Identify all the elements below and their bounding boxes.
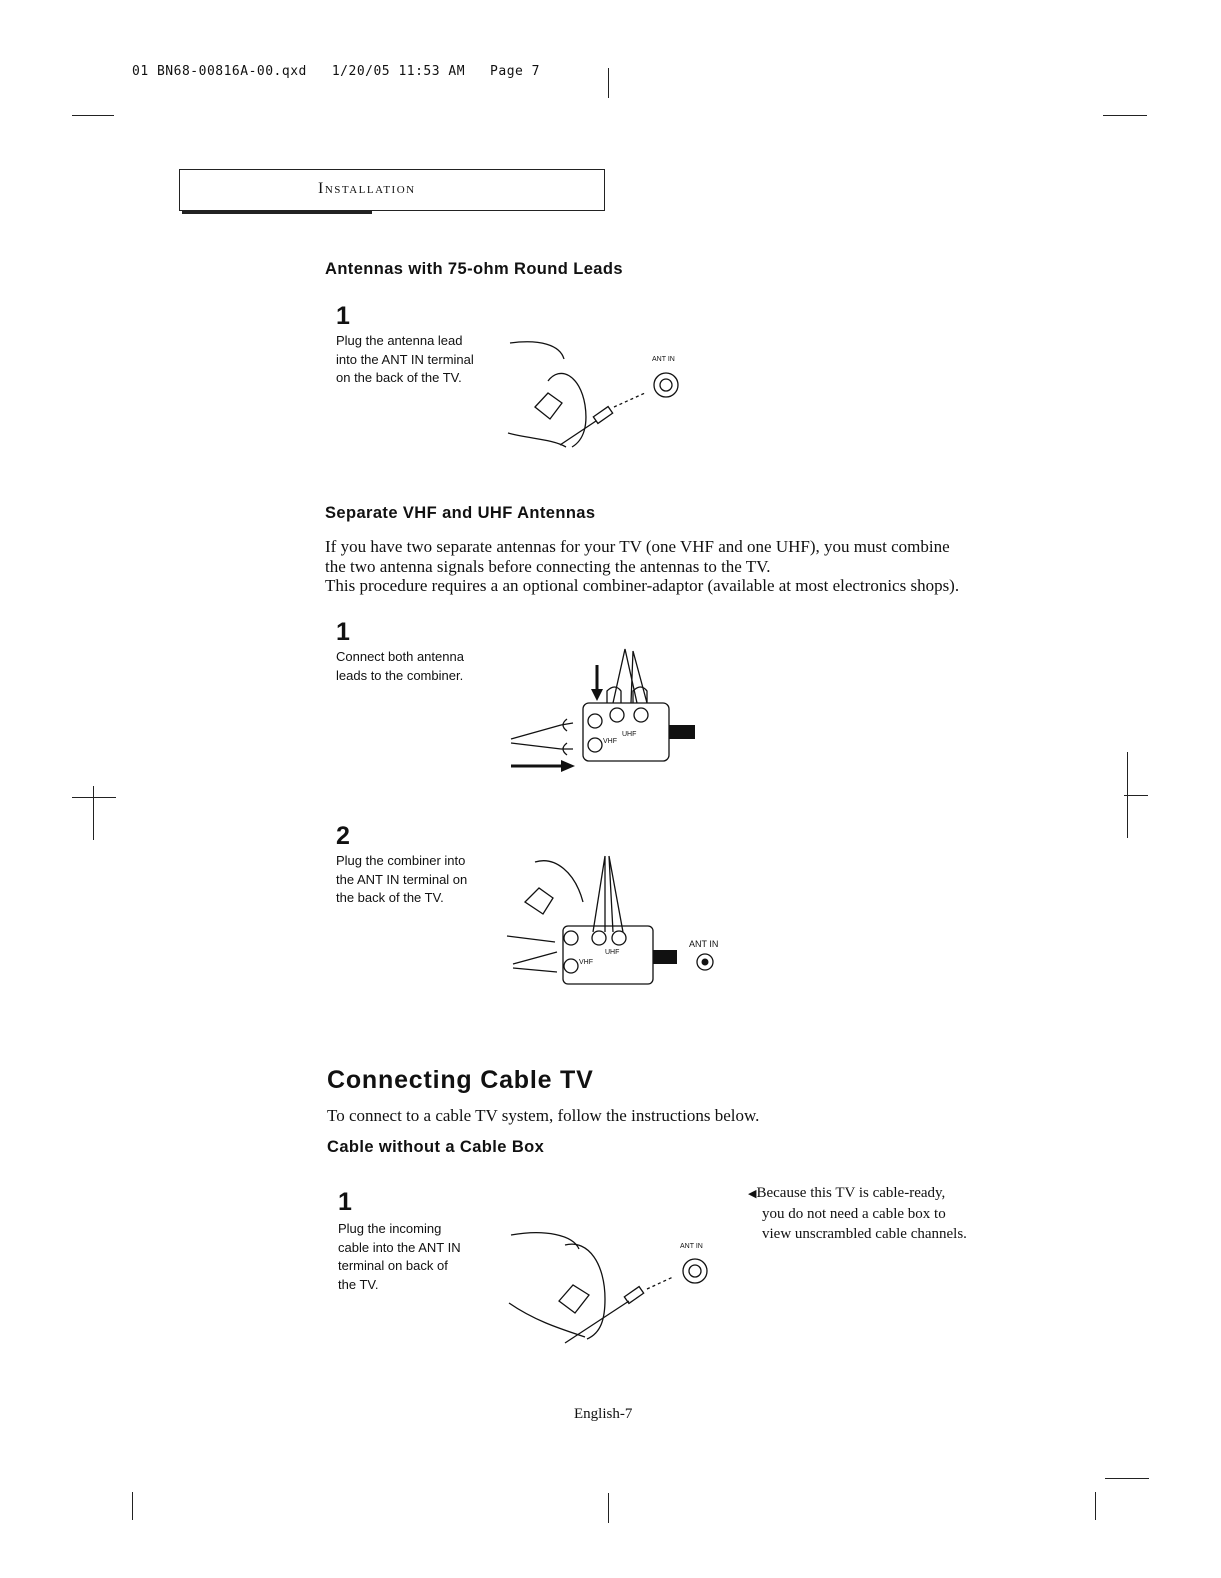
antenna-lead <box>593 856 623 932</box>
heading-cable-without-box: Cable without a Cable Box <box>327 1138 545 1156</box>
arrow-right-icon <box>561 760 575 772</box>
thumb-outline <box>525 888 553 914</box>
triangle-left-icon: ◀ <box>748 1188 757 1200</box>
crop-mark <box>72 115 114 116</box>
step-instruction <box>338 1220 518 1294</box>
crop-mark <box>608 1493 609 1523</box>
diagram-cable-to-ant-in <box>505 1225 720 1350</box>
crop-mark <box>1103 115 1147 116</box>
section-title: Installation <box>318 180 416 197</box>
combiner-output-plug <box>669 725 695 739</box>
step-line: the back of the TV. <box>336 890 444 905</box>
connector-icon <box>592 931 606 945</box>
step-line: terminal on back of <box>338 1258 448 1273</box>
hand-outline <box>511 1233 579 1249</box>
crop-mark <box>1124 795 1148 796</box>
step-instruction <box>336 332 516 388</box>
note-line-1: Because this TV is cable-ready, <box>756 1185 946 1201</box>
step-number: 1 <box>336 302 350 330</box>
thumb-outline <box>535 393 562 419</box>
crop-mark <box>132 1492 133 1520</box>
step-line: Plug the antenna lead <box>336 333 463 348</box>
step-line: leads to the combiner. <box>336 667 464 683</box>
diagram-label: ANT IN <box>652 356 675 363</box>
step-line: Connect both antenna <box>336 649 464 664</box>
connector-icon <box>588 738 602 752</box>
diagram-combiner-connect <box>505 645 720 773</box>
note-line: you do not need a cable box to <box>762 1206 946 1222</box>
crop-mark <box>72 797 116 798</box>
ant-in-label: ANT IN <box>689 939 719 949</box>
insertion-path <box>614 393 645 407</box>
heading-75-ohm: Antennas with 75-ohm Round Leads <box>325 260 623 278</box>
ant-in-terminal-icon <box>654 373 678 397</box>
insertion-path <box>647 1277 673 1289</box>
crop-mark <box>1095 1492 1096 1520</box>
uhf-label: UHF <box>622 731 637 738</box>
step-line: into the ANT IN terminal <box>336 351 474 367</box>
cable-ready-note <box>748 1183 1048 1244</box>
step-instruction <box>336 852 516 908</box>
thumb-outline <box>559 1285 589 1313</box>
connector-icon <box>564 959 578 973</box>
ant-in-terminal-icon <box>660 379 672 391</box>
uhf-label: UHF <box>605 949 620 956</box>
diagram-combiner-to-ant-in <box>505 852 730 987</box>
step-line: the ANT IN terminal on <box>336 871 468 887</box>
connector-icon <box>634 708 648 722</box>
ant-in-terminal-icon <box>683 1259 707 1283</box>
connector-icon <box>588 714 602 728</box>
connector-icon <box>612 931 626 945</box>
combiner-output-plug <box>653 950 677 964</box>
step-line: cable into the ANT IN <box>338 1239 461 1255</box>
hand-outline <box>508 433 566 447</box>
intro-line: the two antenna signals before connecting the antennas to the TV. <box>325 556 771 576</box>
intro-line: If you have two separate antennas for your TV (one VHF and one UHF), you must combine <box>325 537 950 556</box>
ant-in-terminal-icon <box>702 959 709 966</box>
crop-mark <box>93 786 94 840</box>
diagram-antenna-to-ant-in <box>500 335 700 460</box>
step-line: the TV. <box>338 1276 379 1292</box>
step-line: Plug the incoming <box>338 1221 442 1236</box>
antenna-lead <box>507 936 557 972</box>
cable-tv-intro: To connect to a cable TV system, follow the instructions below. <box>327 1106 760 1125</box>
cable <box>565 1301 629 1343</box>
heading-connecting-cable-tv: Connecting Cable TV <box>327 1066 594 1094</box>
hand-outline <box>548 373 586 447</box>
plug-connector <box>624 1287 643 1304</box>
vhf-uhf-intro <box>325 537 1065 596</box>
hand-outline <box>509 1303 585 1337</box>
diagram-label: ANT IN <box>680 1243 703 1250</box>
plug-connector <box>593 407 612 424</box>
hand-outline <box>535 861 583 902</box>
vhf-label: VHF <box>603 738 617 745</box>
step-line: Plug the combiner into <box>336 853 466 868</box>
note-line <box>748 1183 1048 1204</box>
crop-mark <box>1105 1478 1149 1479</box>
heading-vhf-uhf: Separate VHF and UHF Antennas <box>325 504 596 522</box>
crop-mark <box>608 68 609 98</box>
connector-icon <box>564 931 578 945</box>
note-line: view unscrambled cable channels. <box>762 1226 967 1242</box>
connector-icon <box>610 708 624 722</box>
print-slug: 01 BN68-00816A-00.qxd 1/20/05 11:53 AM Page 7 <box>132 64 541 79</box>
vhf-label: VHF <box>579 959 593 966</box>
ant-in-terminal-icon <box>689 1265 701 1277</box>
step-line: on the back of the TV. <box>336 370 462 385</box>
intro-line: This procedure requires a an optional combiner-adaptor (available at most electronics shops). <box>325 576 960 595</box>
arrow-down-icon <box>591 689 603 701</box>
step-number: 2 <box>336 822 350 850</box>
section-underline <box>182 211 372 214</box>
page-number: English-7 <box>574 1406 633 1422</box>
hand-outline <box>565 1244 605 1339</box>
hand-outline <box>510 342 564 359</box>
step-number: 1 <box>338 1188 352 1216</box>
step-instruction <box>336 648 516 685</box>
step-number: 1 <box>336 618 350 646</box>
